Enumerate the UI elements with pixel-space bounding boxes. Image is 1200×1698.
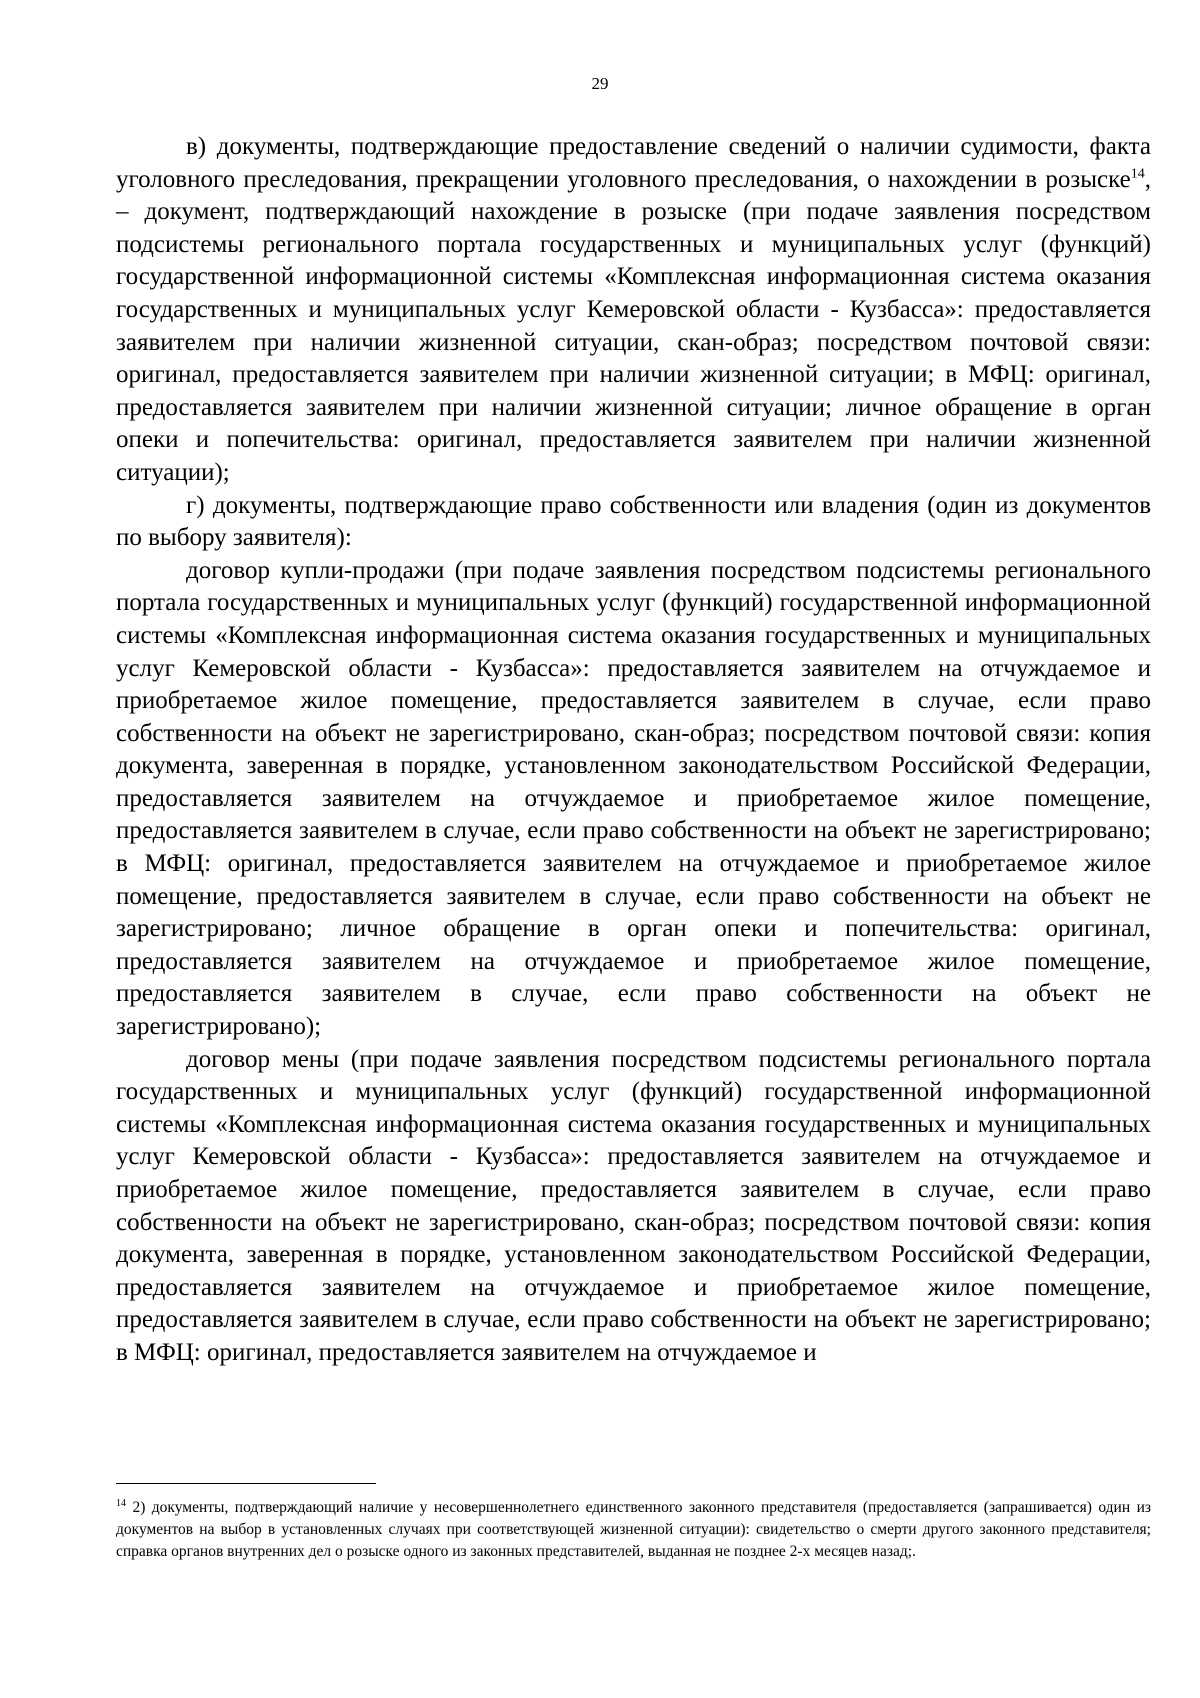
footnote-text: 2) документы, подтверждающий наличие у несовершеннолетнего единственного законного представителя (предоставляется (запрашивается) один из документов на выбор в установленных случаях при соответствующей жизненной ситуации): свидетельство о смерти другого законного представителя; справка органов внутренних дел о розыске одного из законных представителей, выданная не позднее 2-х месяцев назад;.: [116, 1499, 1151, 1560]
paragraph-v: [116, 131, 1151, 490]
footnote: [116, 1497, 1151, 1563]
paragraph-text: , – документ, подтверждающий нахождение в розыске (при подаче заявления посредством подсистемы регионального портала государственных и муниципальных услуг (функций) государственной информационной системы «Комплексная информационная система оказания государственных и муниципальных услуг Кемеровской области - Кузбасса»: предоставляется заявителем при наличии жизненной ситуации, скан-образ; посредством почтовой связи: оригинал, предоставляется заявителем при наличии жизненной ситуации; в МФЦ: оригинал, предоставляется заявителем при наличии жизненной ситуации; личное обращение в орган опеки и попечительства: оригинал, предоставляется заявителем при наличии жизненной ситуации);: [116, 165, 1151, 486]
paragraph-g: г) документы, подтверждающие право собственности или владения (один из документов по выбору заявителя):: [116, 491, 1151, 552]
page-number: 29: [591, 74, 609, 93]
paragraph-exchange-contract: договор мены (при подаче заявления посредством подсистемы регионального портала государственных и муниципальных услуг (функций) государственной информационной системы «Комплексная информационная система оказания государственных и муниципальных услуг Кемеровской области - Кузбасса»: предоставляется заявителем на отчуждаемое и приобретаемое жилое помещение, предоставляется заявителем в случае, если право собственности на объект не зарегистрировано, скан-образ; посредством почтовой связи: копия документа, заверенная в порядке, установленном законодательством Российской Федерации, предоставляется заявителем на отчуждаемое и приобретаемое жилое помещение, предоставляется заявителем в случае, если право собственности на объект не зарегистрировано; в МФЦ: оригинал, предоставляется заявителем на отчуждаемое и: [116, 1045, 1151, 1366]
footnote-separator: [116, 1483, 376, 1484]
footnote-reference[interactable]: 14: [1130, 166, 1145, 182]
footnote-mark: 14: [116, 1497, 126, 1509]
paragraph-text: в) документы, подтверждающие предоставление сведений о наличии судимости, факта уголовного преследования, прекращении уголовного преследования, о нахождении в розыске: [116, 133, 1151, 193]
document-body: [116, 131, 1151, 1370]
paragraph-sale-contract: договор купли-продажи (при подаче заявления посредством подсистемы регионального портала государственных и муниципальных услуг (функций) государственной информационной системы «Комплексная информационная система оказания государственных и муниципальных услуг Кемеровской области - Кузбасса»: предоставляется заявителем на отчуждаемое и приобретаемое жилое помещение, предоставляется заявителем в случае, если право собственности на объект не зарегистрировано, скан-образ; посредством почтовой связи: копия документа, заверенная в порядке, установленном законодательством Российской Федерации, предоставляется заявителем на отчуждаемое и приобретаемое жилое помещение, предоставляется заявителем в случае, если право собственности на объект не зарегистрировано; в МФЦ: оригинал, предоставляется заявителем на отчуждаемое и приобретаемое жилое помещение, предоставляется заявителем в случае, если право собственности на объект не зарегистрировано; личное обращение в орган опеки и попечительства: оригинал, предоставляется заявителем на отчуждаемое и приобретаемое жилое помещение, предоставляется заявителем в случае, если право собственности на объект не зарегистрировано);: [116, 556, 1151, 1041]
